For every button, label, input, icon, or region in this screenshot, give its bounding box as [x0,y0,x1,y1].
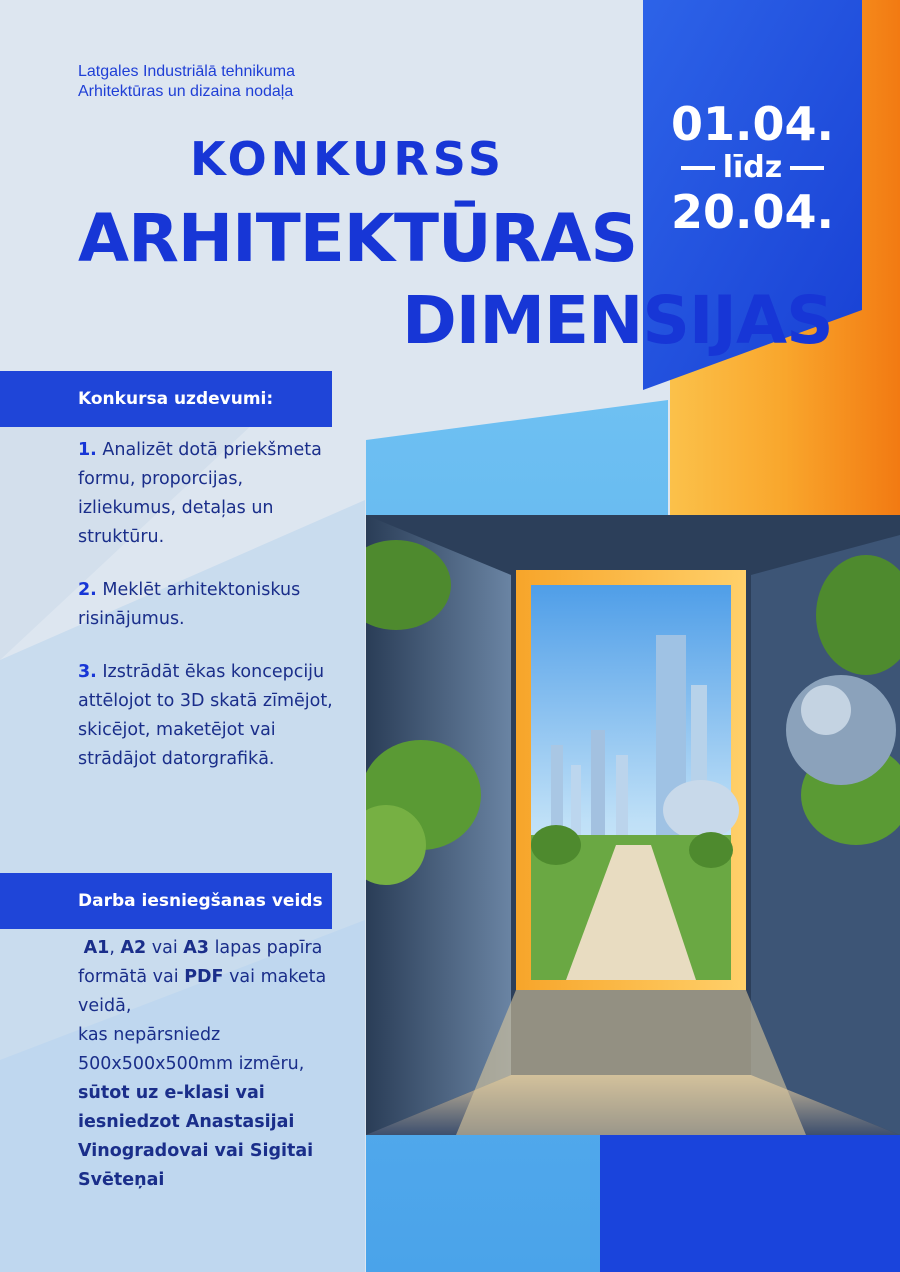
task-text: Analizēt dotā priekšmeta formu, proporcijas, izliekumus, detaļas un struktūru. [78,440,322,547]
submission-delivery [78,1079,343,1195]
tasks-heading [0,371,332,427]
tasks-list [78,436,338,798]
submission-text [78,934,343,1195]
main-title-line1: ARHITEKTŪRAS [78,200,637,277]
format-a3: A3 [183,938,209,958]
tree-2 [689,832,733,868]
task-item [78,576,338,634]
date-connector: līdz [722,150,783,185]
institution-name [78,62,295,102]
submission-delivery-text: sūtot uz e-klasi vai iesniedzot Anastasijai Vinogradovai vai Sigitai Svēteņai [78,1083,314,1190]
dash-right [790,166,824,170]
dash-left [681,166,715,170]
submission-formats [78,934,343,1021]
kicker-title: KONKURSS [190,132,505,186]
dome-highlight [801,685,851,735]
task-number: 3. [78,662,97,682]
format-sep: , [109,938,121,958]
main-title-line2: DIMENSIJAS [402,282,833,359]
skyline-2 [571,765,581,835]
task-number: 2. [78,580,97,600]
tree-1 [531,825,581,865]
institution-line1: Latgales Industriālā tehnikuma [78,63,296,80]
floor-glow [456,990,806,1135]
date-connector-row [645,150,860,186]
task-item [78,658,338,774]
tasks-heading-label: Konkursa uzdevumi: [78,389,274,409]
skyline-4 [616,755,628,835]
skyline-3 [591,730,605,835]
submission-size: kas nepārsniedz 500x500x500mm izmēru, [78,1025,305,1074]
task-text: Izstrādāt ēkas koncepciju attēlojot to 3D skatā zīmējot, skicējot, maketējot vai strādājot datorgrafikā. [78,662,333,769]
format-or: vai [146,938,184,958]
institution-line2: Arhitektūras un dizaina nodaļa [78,83,294,100]
date-range [645,98,860,238]
format-text-1: lapas papīra formātā vai [78,938,323,987]
start-date: 01.04. [671,97,834,151]
hero-illustration [366,515,900,1135]
skyline-1 [551,745,563,835]
task-item [78,436,338,552]
format-text-2: vai maketa veidā, [78,967,327,1016]
task-text: Meklēt arhitektoniskus risinājumus. [78,580,301,629]
format-a1: A1 [83,938,110,958]
submission-heading-label: Darba iesniegšanas veids [78,891,323,911]
end-date: 20.04. [671,185,834,239]
format-a2: A2 [120,938,147,958]
task-number: 1. [78,440,97,460]
city-dome [663,780,739,840]
format-pdf: PDF [184,967,224,987]
submission-heading [0,873,332,929]
